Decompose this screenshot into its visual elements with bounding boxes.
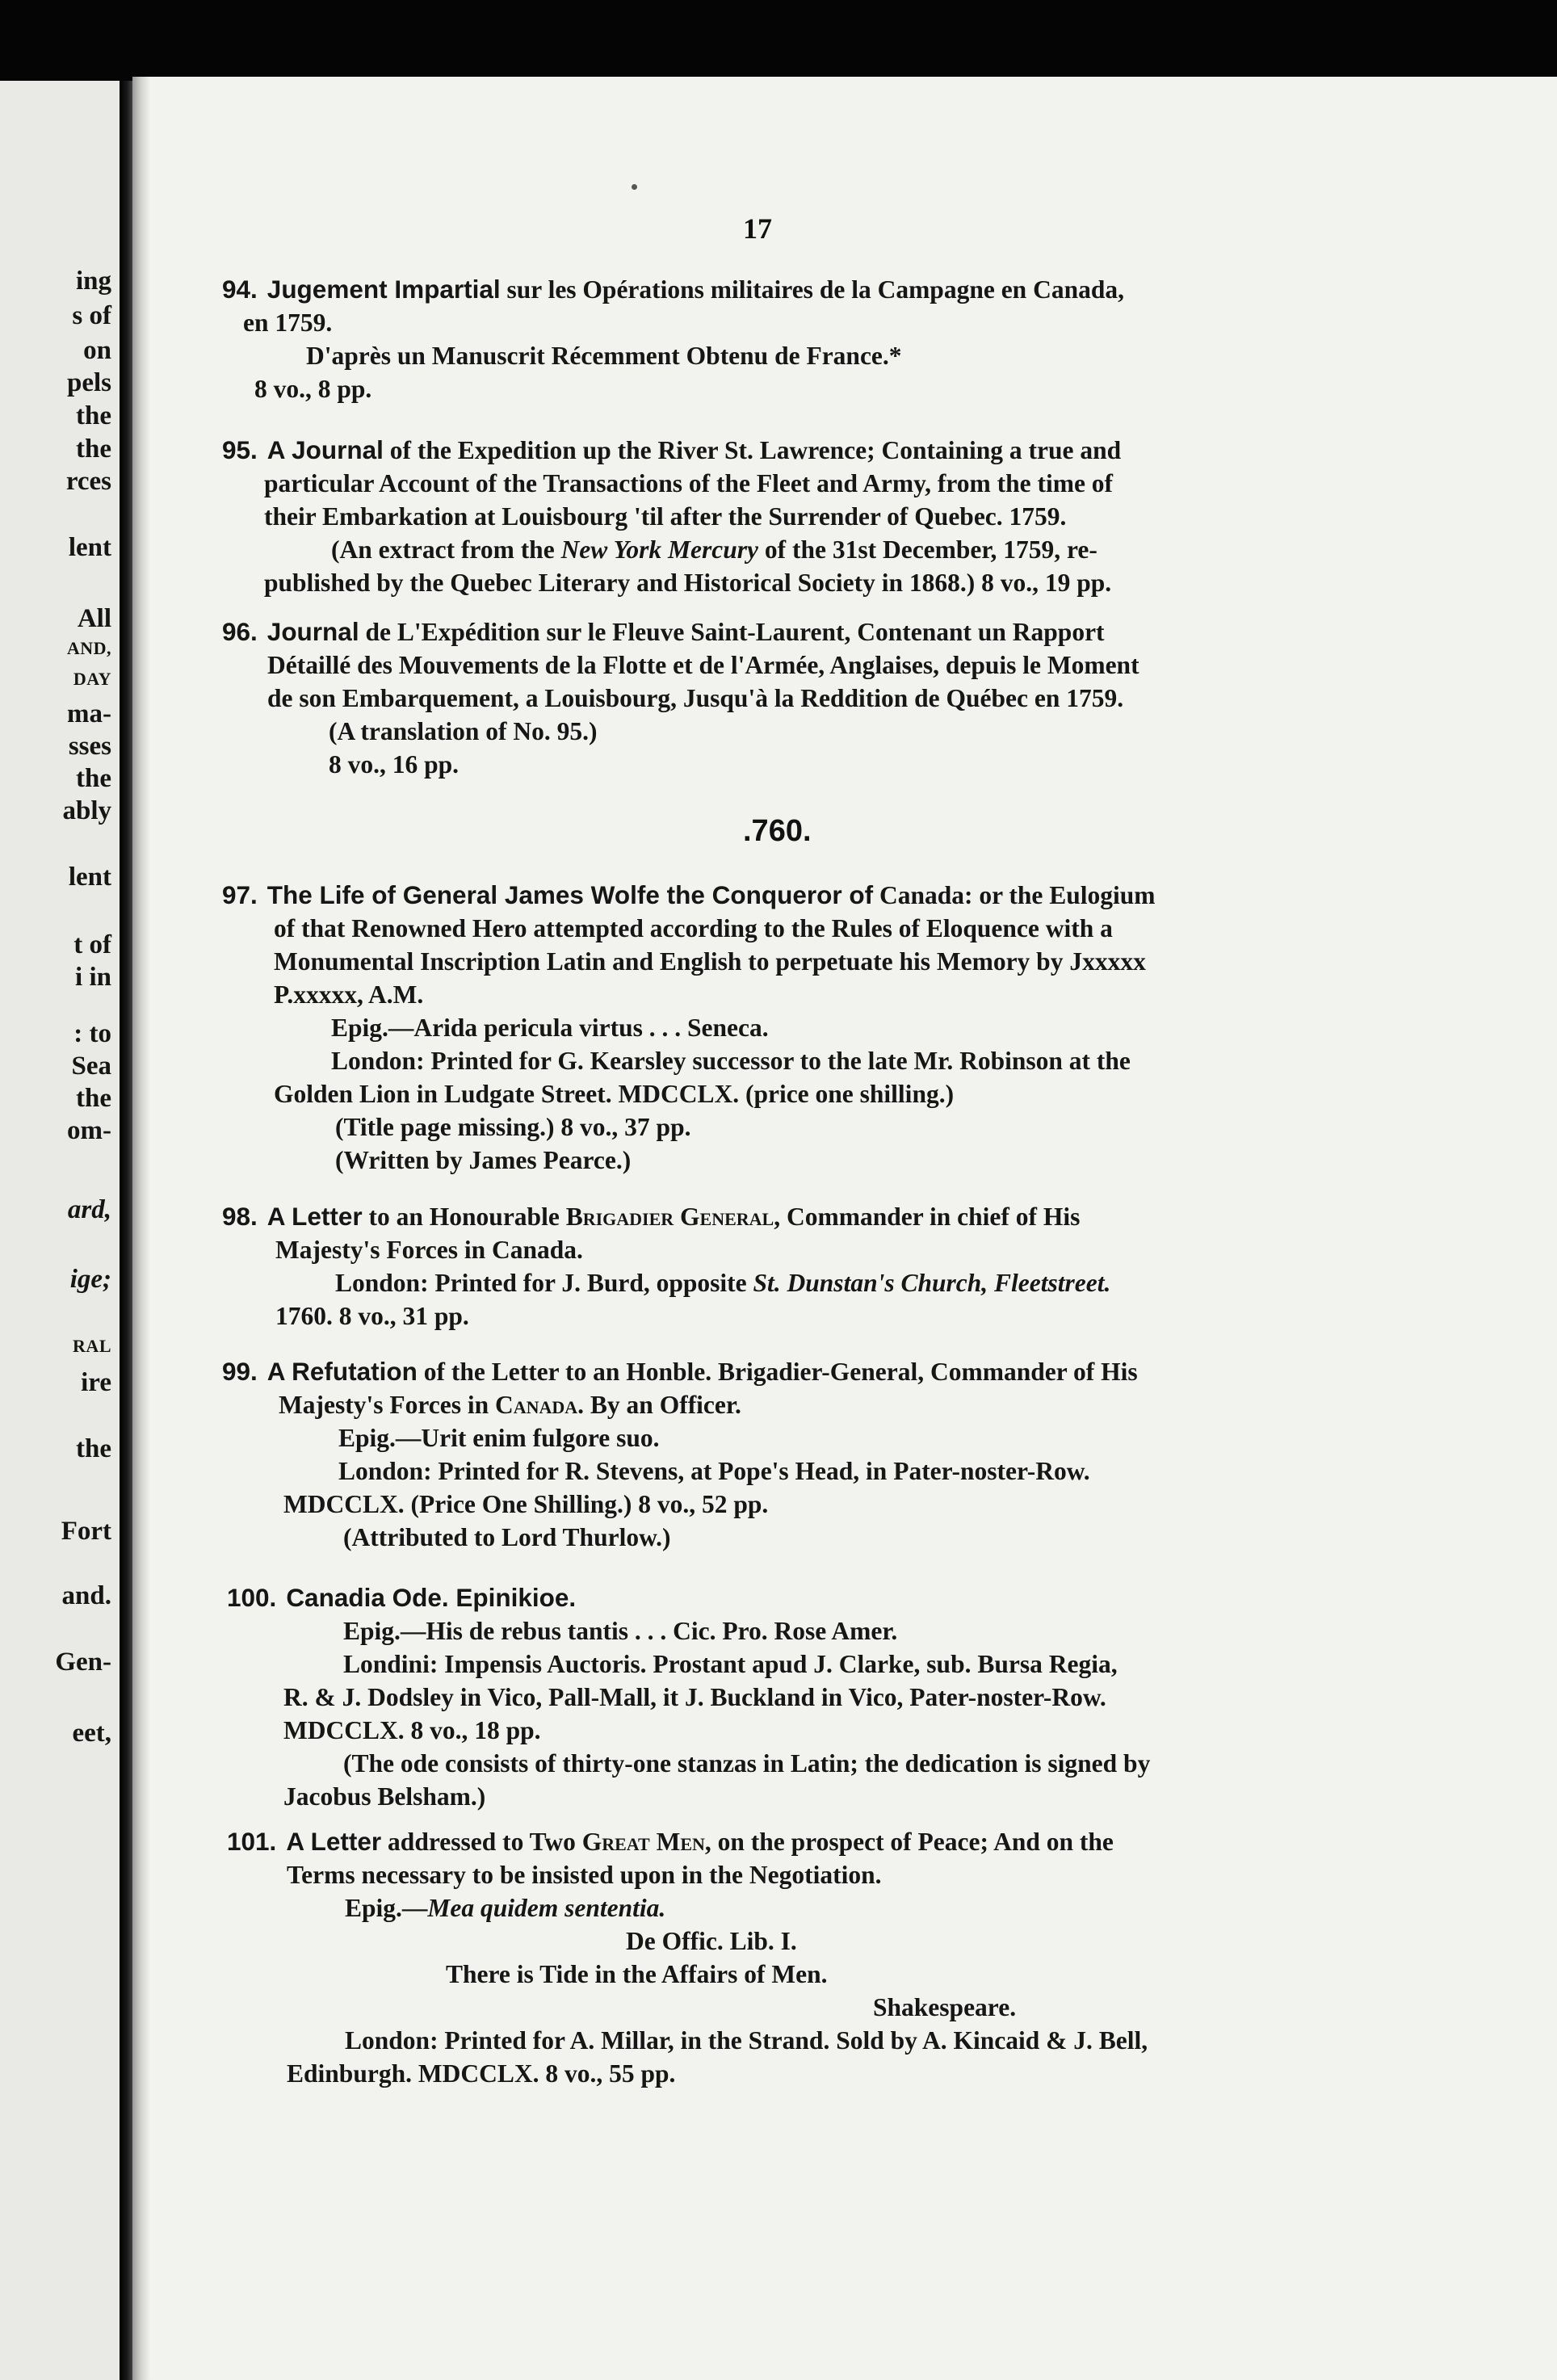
year-heading: .760. [743,814,812,848]
page-edge-shadow [132,77,150,2380]
left-page-text-fragment: lent [68,863,111,892]
entry-title: Journal [266,617,359,646]
entry-97: 97. The Life of General James Wolfe the Conqueror of Canada: or the Eulogium of that Renowned Hero attempted according to the Rules of Eloquence with a Monumental Inscription Latin and English to perpetuate his Memory by Jxxxxx P.xxxxx, A.M. Epig.—Arida pericula virtus . . . Seneca. London: Printed for G. Kearsley successor to the late Mr. Robinson at the Golden Lion in Ludgate Street. MDCCLX. (price one shilling.) (Title page missing.) 8 vo., 37 pp. (Written by James Pearce.) [222,880,1156,1174]
book-gutter [120,81,132,2380]
left-page-text-fragment: the [76,1084,111,1113]
left-page-text-fragment: pels [66,368,111,397]
left-page-text-fragment: the [76,401,111,430]
left-page-text-fragment: sses [68,732,111,761]
left-page-text-fragment: lent [68,533,111,562]
left-page-text-fragment: om- [67,1116,111,1145]
entry-title: Canadia Ode. Epinikioe. [286,1583,577,1612]
entry-title: A Letter [286,1827,382,1856]
entry-title: The Life of General James Wolfe the Conqueror of [266,880,874,909]
left-page-text-fragment: and. [61,1581,111,1610]
left-page-text-fragment: the [76,1434,111,1463]
left-page-text-fragment: ire [81,1368,111,1397]
left-page-text-fragment: RAL [73,1336,111,1356]
left-page-text-fragment: AND, [66,638,111,658]
left-page-text-fragment: s of [72,301,111,330]
left-page-text-fragment: ma- [67,699,111,728]
left-page-text-fragment: the [76,434,111,464]
left-page-text-fragment: t of [73,930,111,959]
entry-94: 94. Jugement Impartial sur les Opérations militaires de la Campagne en Canada, en 1759. D'après un Manuscrit Récemment Obtenu de France.* 8 vo., 8 pp. [222,275,1124,403]
entry-100: 100. Canadia Ode. Epinikioe. Epig.—His de rebus tantis . . . Cic. Pro. Rose Amer. Londini: Impensis Auctoris. Prostant apud J. Clarke, sub. Bursa Regia, R. & J. Dodsley in Vico, Pall-Mall, it J. Buckland in Vico, Pater-noster-Row. MDCCLX. 8 vo., 18 pp. (The ode consists of thirty-one stanzas in Latin; the dedication is signed by Jacobus Belsham.) [227,1583,1151,1811]
left-page-text-fragment: rces [65,467,111,496]
entry-title: A Letter [266,1202,363,1231]
entry-99: 99. A Refutation of the Letter to an Honble. Brigadier-General, Commander of His Majesty's Forces in Canada. By an Officer. Epig.—Urit enim fulgore suo. London: Printed for R. Stevens, at Pope's Head, in Pater-noster-Row. MDCCLX. (Price One Shilling.) 8 vo., 52 pp. (Attributed to Lord Thurlow.) [222,1357,1138,1551]
entry-title: A Refutation [266,1357,418,1386]
entry-101: 101. A Letter addressed to Two Great Men, on the prospect of Peace; And on the Terms necessary to be insisted upon in the Negotiation. Epig.—Mea quidem sententia. De Offic. Lib. I. There is Tide in the Affairs of Men. Shakespeare. London: Printed for A. Millar, in the Strand. Sold by A. Kincaid & J. Bell, Edinburgh. MDCCLX. 8 vo., 55 pp. [227,1827,1148,2088]
left-page-text-fragment: Fort [61,1517,111,1546]
entry-96: 96. Journal de L'Expédition sur le Fleuve Saint-Laurent, Contenant un Rapport Détaillé des Mouvements de la Flotte et de l'Armée, Anglaises, depuis le Moment de son Embarquement, a Louisbourg, Jusqu'à la Reddition de Québec en 1759. (A translation of No. 95.) 8 vo., 16 pp. [222,617,1139,779]
left-page-text-fragment: Sea [71,1051,111,1081]
left-page-text-fragment: All [77,604,111,633]
left-page-text-fragment: on [83,336,111,365]
page-number: 17 [743,212,772,245]
left-page-text-fragment: : to [73,1019,111,1048]
left-page-text-fragment: ing [75,267,111,296]
left-page-text-fragment: Gen- [55,1648,111,1677]
left-page-text-fragment: i in [75,963,111,992]
left-facing-page-fragment [0,81,120,2380]
left-page-text-fragment: DAY [73,669,111,689]
entry-title: A Journal [266,435,384,464]
ink-speck [632,184,637,190]
entry-title: Jugement Impartial [266,275,501,304]
left-page-text-fragment: ably [62,796,111,825]
entry-98: 98. A Letter to an Honourable Brigadier General, Commander in chief of His Majesty's Forces in Canada. London: Printed for J. Burd, opposite St. Dunstan's Church, Fleetstreet. 1760. 8 vo., 31 pp. [222,1202,1111,1330]
left-page-text-fragment: ard, [67,1195,111,1224]
left-page-text-fragment: ige; [69,1265,111,1294]
left-page-text-fragment: eet, [72,1719,111,1748]
entry-95: 95. A Journal of the Expedition up the River St. Lawrence; Containing a true and particular Account of the Transactions of the Fleet and Army, from the time of their Embarkation at Louisbourg 'til after the Surrender of Quebec. 1759. (An extract from the New York Mercury of the 31st December, 1759, re- published by the Quebec Literary and Historical Society in 1868.) 8 vo., 19 pp. [222,435,1122,597]
left-page-text-fragment: the [76,764,111,793]
